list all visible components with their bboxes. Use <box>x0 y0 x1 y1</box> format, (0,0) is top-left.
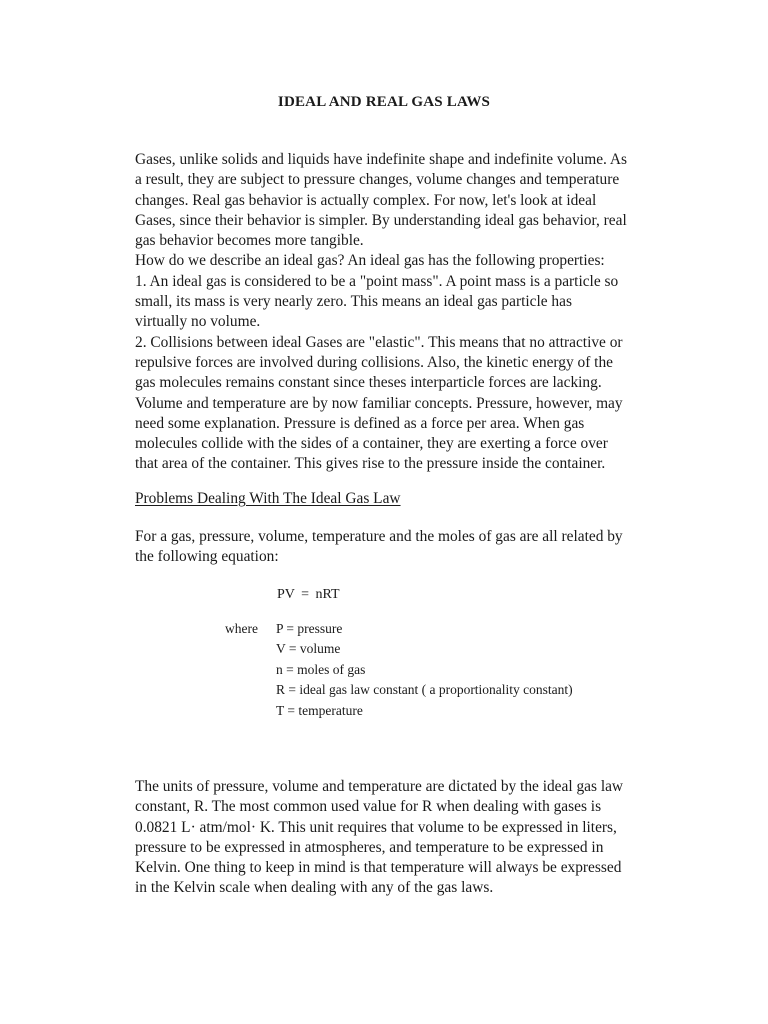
equation-definition: R = ideal gas law constant ( a proportionality constant) <box>276 682 573 697</box>
equation-where-label: where <box>225 621 258 636</box>
paragraph-line: constant, R. The most common used value for R when dealing with gases is <box>135 798 602 816</box>
intro-line: repulsive forces are involved during collisions. Also, the kinetic energy of the <box>135 353 613 371</box>
intro-line: changes. Real gas behavior is actually complex. For now, let's look at ideal <box>135 191 597 209</box>
intro-line: gas behavior becomes more tangible. <box>135 232 364 250</box>
equation-definition: P = pressure <box>276 621 343 636</box>
paragraph-line: 0.0821 L· atm/mol· K. This unit requires that volume to be expressed in liters, <box>135 818 617 836</box>
section-heading: Problems Dealing With The Ideal Gas Law <box>135 490 401 507</box>
intro-line: How do we describe an ideal gas? An ideal gas has the following properties: <box>135 252 605 270</box>
paragraph-line: the following equation: <box>135 548 279 566</box>
intro-line: need some explanation. Pressure is defined as a force per area. When gas <box>135 414 585 432</box>
intro-line: small, its mass is very nearly zero. This means an ideal gas particle has <box>135 293 572 311</box>
equation-definition: n = moles of gas <box>276 662 366 677</box>
intro-line: virtually no volume. <box>135 313 261 331</box>
intro-line: Gases, since their behavior is simpler. By understanding ideal gas behavior, real <box>135 211 627 229</box>
equation-intro-paragraph <box>135 527 680 568</box>
equation-definition: V = volume <box>276 641 341 656</box>
paragraph-line: pressure to be expressed in atmospheres, and temperature to be expressed in <box>135 838 604 856</box>
intro-line: that area of the container. This gives rise to the pressure inside the container. <box>135 455 606 473</box>
equation-main: PV = nRT <box>277 587 340 602</box>
intro-line: gas molecules remains constant since theses interparticle forces are lacking. <box>135 374 602 392</box>
page-title: IDEAL AND REAL GAS LAWS <box>277 94 491 110</box>
intro-line: Gases, unlike solids and liquids have indefinite shape and indefinite volume. As <box>135 151 627 168</box>
intro-line: 2. Collisions between ideal Gases are "elastic". This means that no attractive or <box>135 333 623 351</box>
intro-line: a result, they are subject to pressure changes, volume changes and temperature <box>135 171 620 189</box>
paragraph-line: in the Kelvin scale when dealing with any of the gas laws. <box>135 879 494 897</box>
units-paragraph <box>135 777 680 899</box>
intro-line: molecules collide with the sides of a container, they are exerting a force over <box>135 435 608 453</box>
intro-line: 1. An ideal gas is considered to be a "point mass". A point mass is a particle so <box>135 272 619 290</box>
paragraph-line: For a gas, pressure, volume, temperature and the moles of gas are all related by <box>135 528 623 545</box>
ideal-gas-equation-image <box>220 587 640 727</box>
intro-line: Volume and temperature are by now familiar concepts. Pressure, however, may <box>135 394 623 412</box>
intro-paragraph <box>135 150 680 475</box>
paragraph-line: Kelvin. One thing to keep in mind is that temperature will always be expressed <box>135 859 622 877</box>
paragraph-line: The units of pressure, volume and temperature are dictated by the ideal gas law <box>135 778 624 795</box>
equation-definition: T = temperature <box>276 703 363 718</box>
